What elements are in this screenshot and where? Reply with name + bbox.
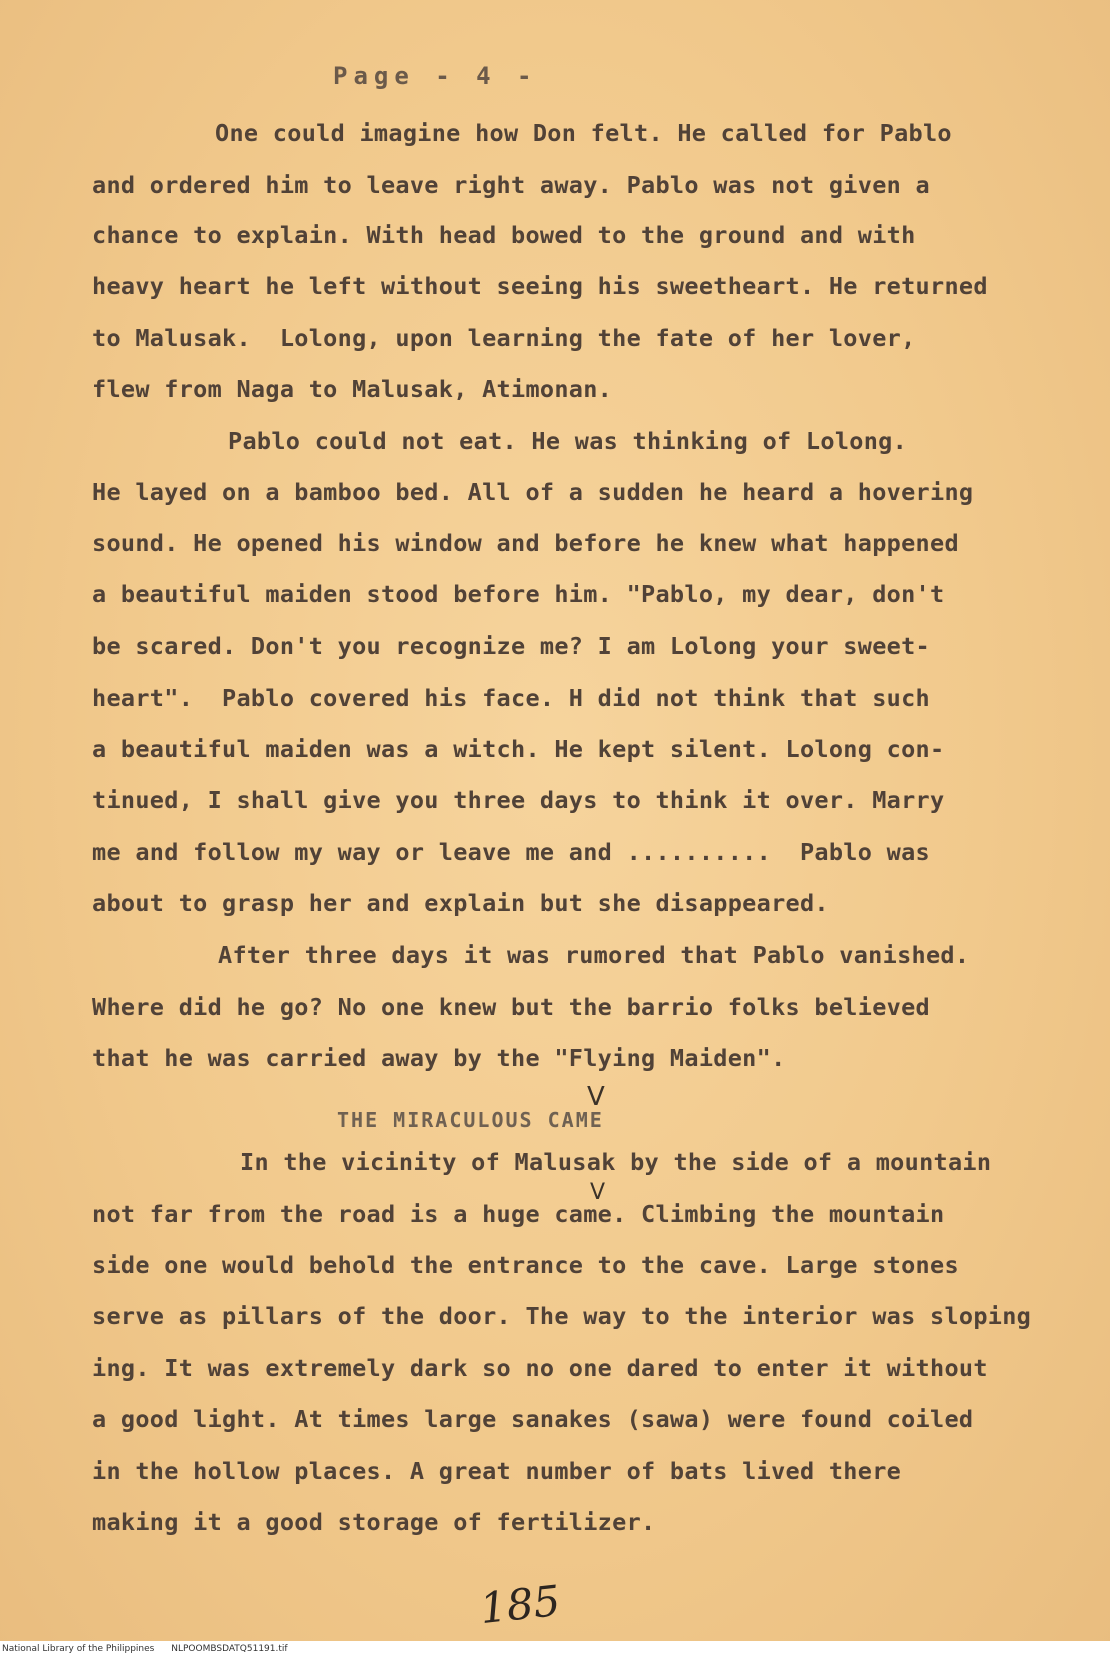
section-heading: THE MIRACULOUS CAME bbox=[337, 1108, 604, 1132]
text-line: be scared. Don't you recognize me? I am Lolong your sweet- bbox=[92, 632, 930, 660]
text-line: Pablo could not eat. He was thinking of Lolong. bbox=[228, 427, 908, 455]
text-line: side one would behold the entrance to the cave. Large stones bbox=[92, 1251, 959, 1279]
page-header: Page - 4 - bbox=[333, 62, 538, 90]
footer-library: National Library of the Philippines bbox=[2, 1644, 155, 1654]
check-mark-icon: V bbox=[587, 1082, 605, 1112]
text-line: chance to explain. With head bowed to the ground and with bbox=[92, 221, 916, 249]
text-line: making it a good storage of fertilizer. bbox=[92, 1508, 656, 1536]
text-line: a good light. At times large sanakes (sawa) were found coiled bbox=[92, 1405, 974, 1433]
text-line: that he was carried away by the "Flying Maiden". bbox=[92, 1044, 786, 1072]
text-line: Where did he go? No one knew but the barrio folks believed bbox=[92, 993, 930, 1021]
text-line: One could imagine how Don felt. He called for Pablo bbox=[215, 119, 952, 147]
text-line: heavy heart he left without seeing his sweetheart. He returned bbox=[92, 272, 988, 300]
text-line: heart". Pablo covered his face. H did not think that such bbox=[92, 684, 930, 712]
footer-file: NLPOOMBSDATQ51191.tif bbox=[171, 1644, 288, 1654]
text-line: not far from the road is a huge came. Climbing the mountain bbox=[92, 1200, 945, 1228]
text-line: in the hollow places. A great number of bats lived there bbox=[92, 1457, 902, 1485]
text-line: sound. He opened his window and before he knew what happened bbox=[92, 529, 959, 557]
text-line: flew from Naga to Malusak, Atimonan. bbox=[92, 375, 613, 403]
text-line: a beautiful maiden stood before him. "Pablo, my dear, don't bbox=[92, 580, 945, 608]
scan-footer bbox=[0, 1641, 1110, 1658]
text-line: ing. It was extremely dark so no one dared to enter it without bbox=[92, 1354, 988, 1382]
text-line: me and follow my way or leave me and .......... Pablo was bbox=[92, 838, 930, 866]
text-line: tinued, I shall give you three days to think it over. Marry bbox=[92, 786, 945, 814]
text-line: to Malusak. Lolong, upon learning the fate of her lover, bbox=[92, 324, 916, 352]
handwritten-page-number: 185 bbox=[477, 1575, 563, 1634]
text-line: He layed on a bamboo bed. All of a sudden he heard a hovering bbox=[92, 478, 974, 506]
text-line: serve as pillars of the door. The way to the interior was sloping bbox=[92, 1302, 1032, 1330]
text-line: a beautiful maiden was a witch. He kept silent. Lolong con- bbox=[92, 735, 945, 763]
text-line: In the vicinity of Malusak by the side of a mountain bbox=[240, 1148, 992, 1176]
text-line: and ordered him to leave right away. Pablo was not given a bbox=[92, 171, 930, 199]
check-mark-icon: V bbox=[590, 1180, 606, 1205]
text-line: After three days it was rumored that Pablo vanished. bbox=[218, 941, 970, 969]
text-line: about to grasp her and explain but she disappeared. bbox=[92, 889, 829, 917]
